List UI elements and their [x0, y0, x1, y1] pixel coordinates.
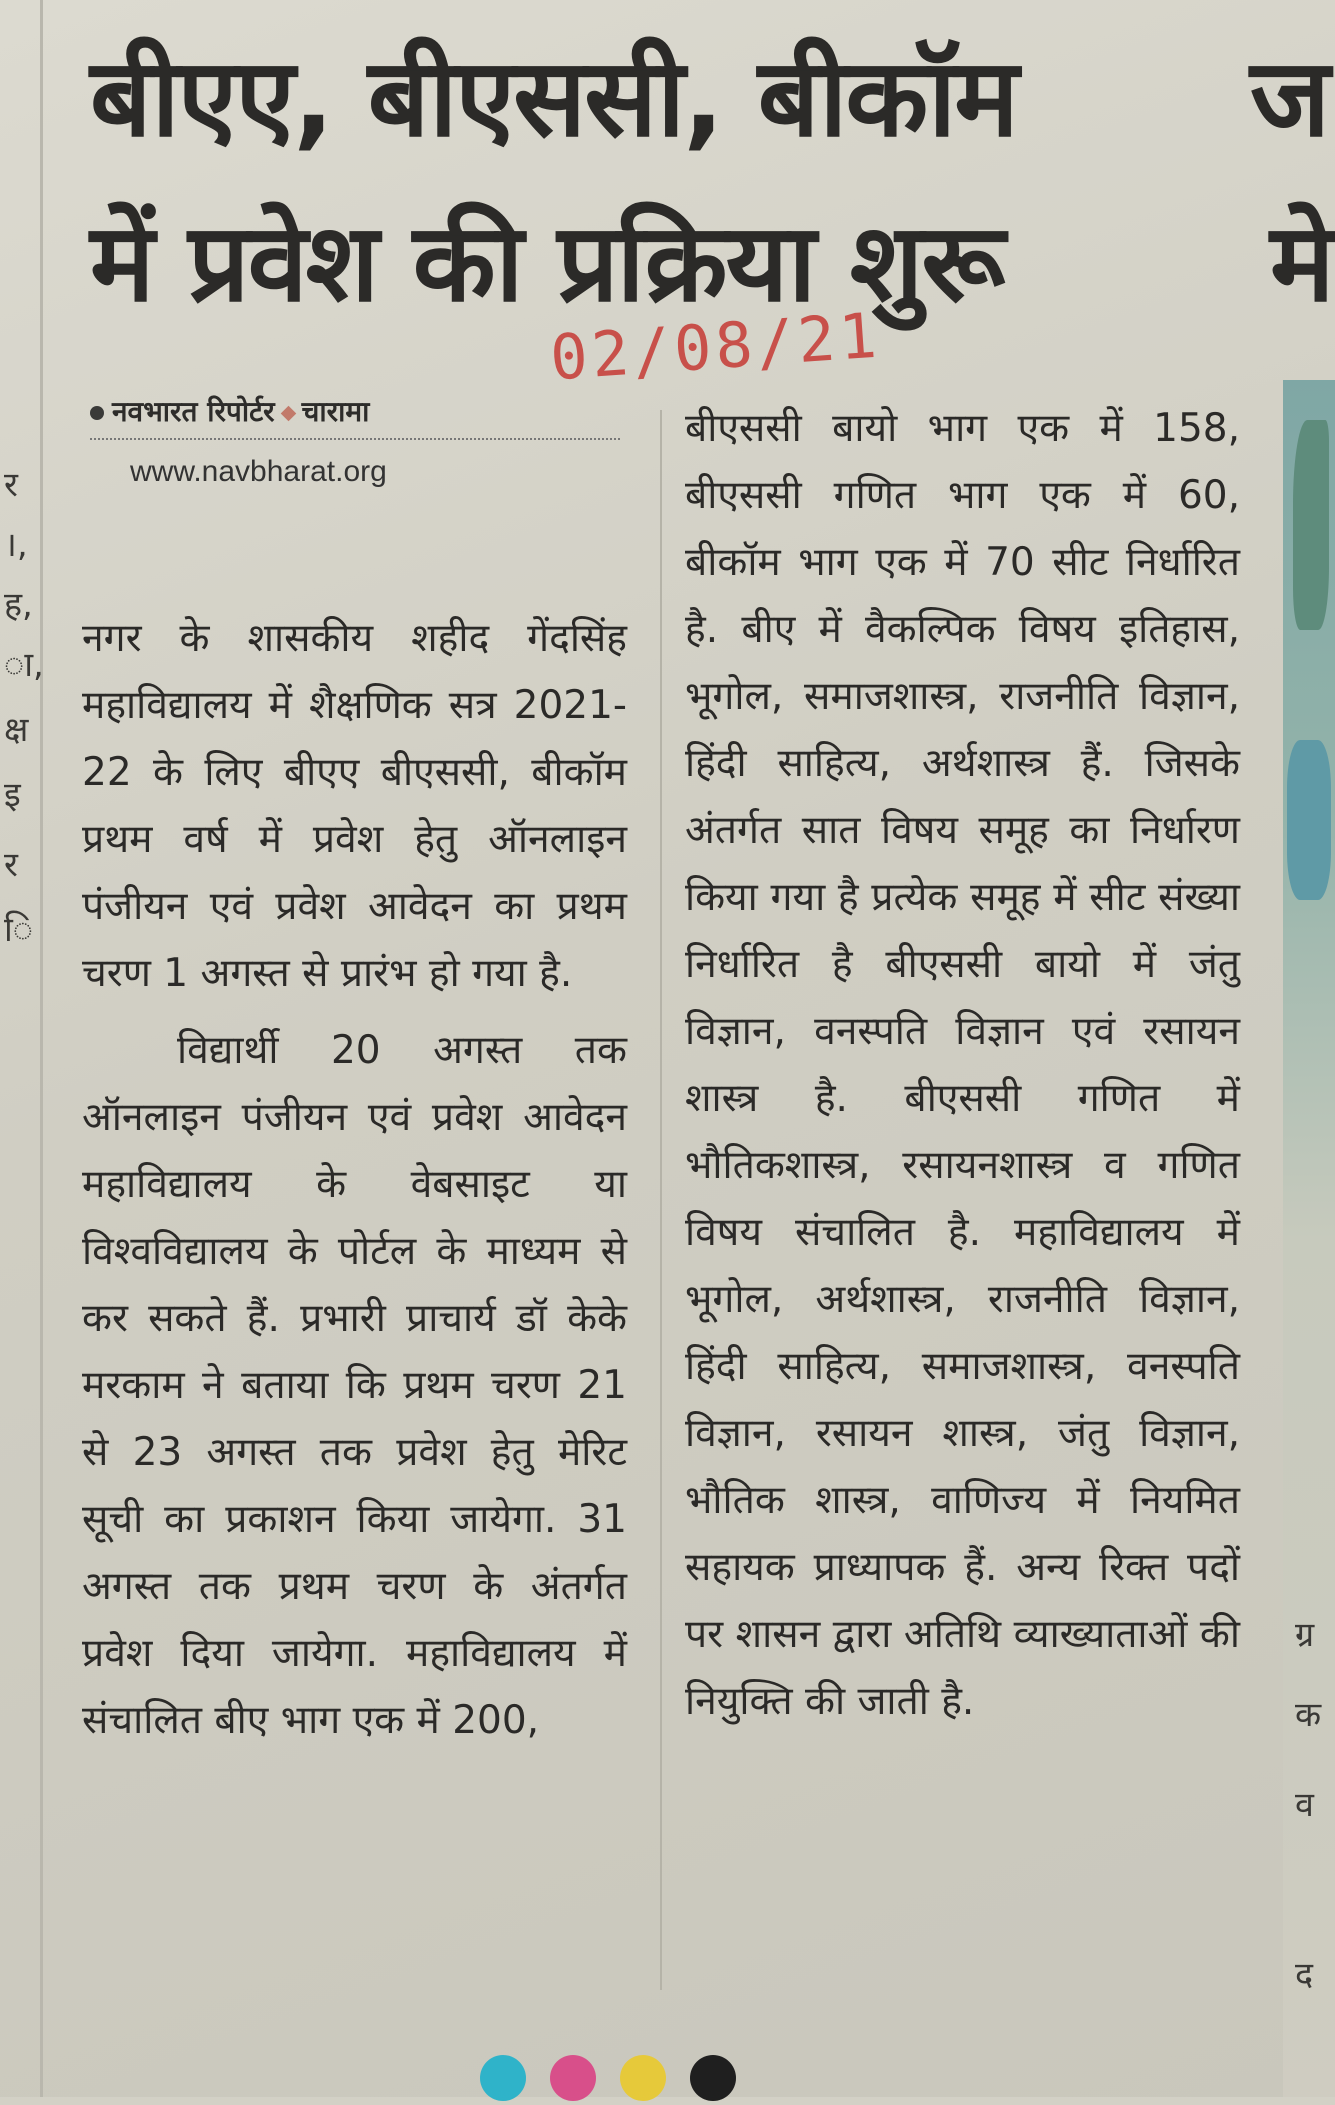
headline-fragment-right-2: मे — [1270, 201, 1335, 326]
edge-fragment: इ — [4, 775, 21, 815]
edge-fragment: ।, — [4, 525, 28, 565]
photo-figure — [1287, 740, 1331, 900]
edge-fragment: ग्र — [1295, 1615, 1315, 1655]
left-edge-strip — [0, 0, 43, 2097]
edge-fragment: द — [1295, 1955, 1314, 1995]
bullet-icon — [90, 406, 104, 420]
black-registration-dot — [690, 2055, 736, 2101]
column-divider — [660, 410, 662, 1990]
paragraph: नगर के शासकीय शहीद गेंदसिंह महाविद्यालय में शैक्षणिक सत्र 2021-22 के लिए बीएए बीएससी, बीकॉम प्रथम वर्ष में प्रवेश हेतु ऑनलाइन पंजीयन एवं प्रवेश आवेदन का प्रथम चरण 1 अगस्त से प्रारंभ हो गया है. — [82, 616, 627, 996]
edge-fragment: क्ष — [4, 710, 29, 750]
edge-fragment: ह, — [4, 585, 33, 625]
edge-fragment: ि — [4, 910, 34, 950]
photo-foliage — [1293, 420, 1329, 630]
diamond-icon — [280, 405, 296, 421]
yellow-registration-dot — [620, 2055, 666, 2101]
article-column-1 — [82, 605, 627, 1754]
edge-fragment: क — [1295, 1695, 1322, 1735]
article-column-2 — [685, 395, 1240, 1735]
byline — [90, 392, 620, 440]
edge-fragment: व — [1295, 1785, 1314, 1825]
magenta-registration-dot — [550, 2055, 596, 2101]
headline-line-1: बीएए, बीएससी, बीकॉम — [90, 36, 1017, 161]
reporter-name: नवभारत रिपोर्टर — [112, 395, 275, 428]
edge-fragment: र — [4, 845, 18, 885]
dateline-location: चारामा — [301, 395, 370, 428]
adjacent-photo-edge — [1283, 380, 1335, 2097]
cyan-registration-dot — [480, 2055, 526, 2101]
handwritten-date: 02/08/21 — [547, 298, 883, 395]
edge-fragment: ा, — [4, 645, 44, 685]
paragraph: विद्यार्थी 20 अगस्त तक ऑनलाइन पंजीयन एवं प्रवेश आवेदन महाविद्यालय के वेबसाइट या विश्वविद्यालय के पोर्टल के माध्यम से कर सकते हैं. प्रभारी प्राचार्य डॉ केके मरकाम ने बताया कि प्रथम चरण 21 से 23 अगस्त तक प्रवेश हेतु मेरिट सूची का प्रकाशन किया जायेगा. 31 अगस्त तक प्रथम चरण के अंतर्गत प्रवेश दिया जायेगा. महाविद्यालय में संचालित बीए भाग एक में 200, — [82, 1028, 627, 1743]
headline-line-2: में प्रवेश की प्रक्रिया शुरू — [90, 201, 1004, 326]
print-registration-marks — [480, 2055, 760, 2105]
headline-fragment-right-1: ज — [1250, 36, 1331, 161]
paragraph: बीएससी बायो भाग एक में 158, बीएससी गणित भाग एक में 60, बीकॉम भाग एक में 70 सीट निर्धारित है. बीए में वैकल्पिक विषय इतिहास, भूगोल, समाजशास्त्र, राजनीति विज्ञान, हिंदी साहित्य, अर्थशास्त्र हैं. जिसके अंतर्गत सात विषय समूह का निर्धारण किया गया है प्रत्येक समूह में सीट संख्या निर्धारित है बीएससी बायो में जंतु विज्ञान, वनस्पति विज्ञान एवं रसायन शास्त्र है. बीएससी गणित में भौतिकशास्त्र, रसायनशास्त्र व गणित विषय संचालित है. महाविद्यालय में भूगोल, अर्थशास्त्र, राजनीति विज्ञान, हिंदी साहित्य, समाजशास्त्र, वनस्पति विज्ञान, रसायन शास्त्र, जंतु विज्ञान, भौतिक शास्त्र, वाणिज्य में नियमित सहायक प्राध्यापक हैं. अन्य रिक्त पदों पर शासन द्वारा अतिथि व्याख्याताओं की नियुक्ति की जाती है. — [685, 406, 1240, 1724]
edge-fragment: र — [4, 465, 18, 505]
website-url[interactable]: www.navbharat.org — [130, 455, 387, 488]
